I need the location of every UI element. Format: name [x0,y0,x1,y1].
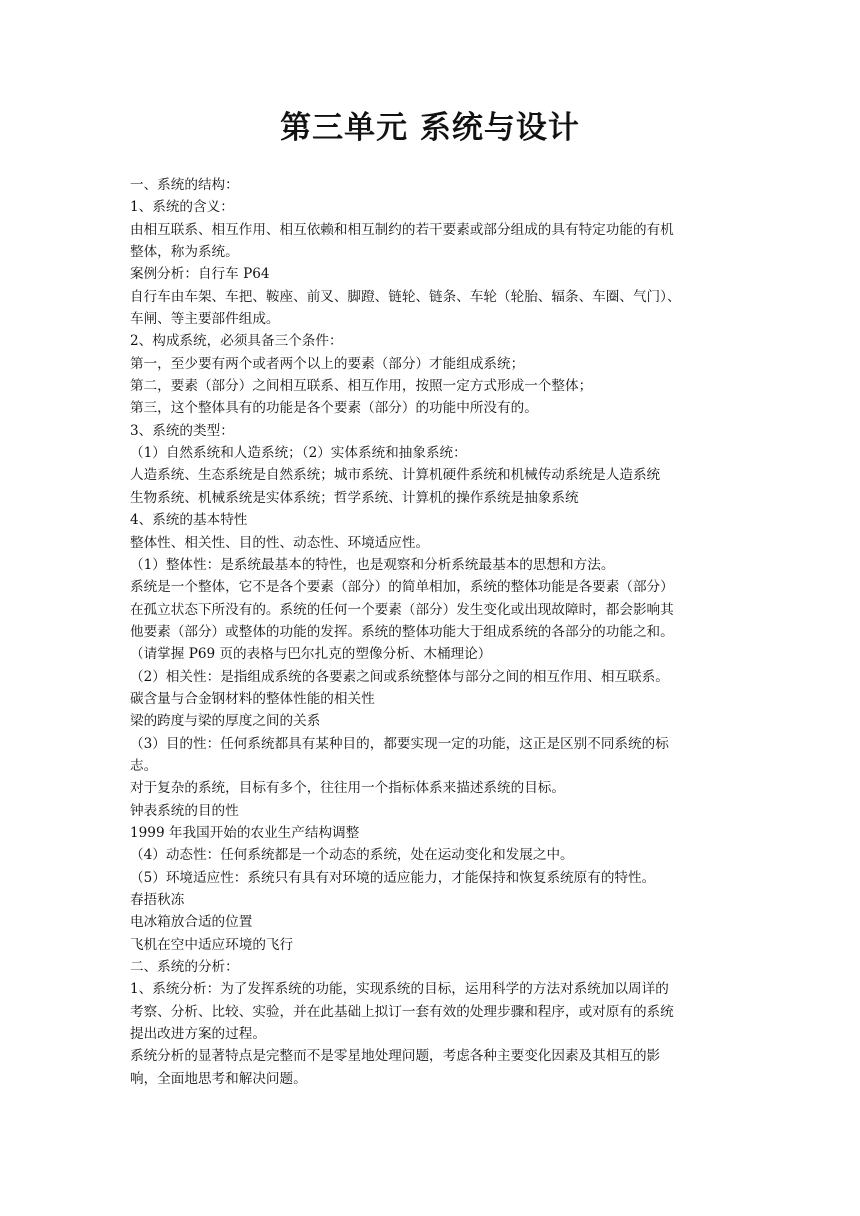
text-line: 整体性、相关性、目的性、动态性、环境适应性。 [130,534,430,551]
text-line: 对于复杂的系统，目标有多个，往往用一个指标体系来描述系统的目标。 [130,780,565,797]
text-line: 由相互联系、相互作用、相互依赖和相互制约的若干要素或部分组成的具有特定功能的有机 [130,221,674,238]
text-line: 1、系统分析：为了发挥系统的功能，实现系统的目标，运用科学的方法对系统加以周详的 [130,981,669,998]
text-line: 第二，要素（部分）之间相互联系、相互作用，按照一定方式形成一个整体； [130,378,593,395]
text-line: （请掌握 P69 页的表格与巴尔扎克的塑像分析、木桶理论） [130,646,492,663]
text-line: （1）自然系统和人造系统；（2）实体系统和抽象系统： [130,445,467,462]
text-line: 二、系统的分析： [130,959,239,976]
text-line: 钟表系统的目的性 [130,802,239,819]
text-line: 系统是一个整体，它不是各个要素（部分）的简单相加，系统的整体功能是各要素（部分） [130,579,674,596]
text-line: 案例分析：自行车 P64 [130,266,270,283]
text-line: 4、系统的基本特性 [130,512,248,529]
text-line: 整体，称为系统。 [130,244,239,261]
text-line: 提出改进方案的过程。 [130,1026,266,1043]
text-line: 第一，至少要有两个或者两个以上的要素（部分）才能组成系统； [130,355,525,372]
text-line: 志。 [130,757,158,774]
text-line: 1、系统的含义： [130,199,234,216]
text-line: 生物系统、机械系统是实体系统；哲学系统、计算机的操作系统是抽象系统 [130,489,579,506]
text-line: （1）整体性：是系统最基本的特性，也是观察和分析系统最基本的思想和方法。 [130,556,615,573]
text-line: 1999 年我国开始的农业生产结构调整 [130,824,360,841]
text-line: （4）动态性：任何系统都是一个动态的系统，处在运动变化和发展之中。 [130,847,574,864]
text-line: 2、构成系统，必须具备三个条件： [130,333,343,350]
text-line: （3）目的性：任何系统都具有某种目的，都要实现一定的功能，这正是区别不同系统的标 [130,735,669,752]
text-line: 车闸、等主要部件组成。 [130,311,280,328]
text-line: 梁的跨度与梁的厚度之间的关系 [130,713,321,730]
text-line: 自行车由车架、车把、鞍座、前叉、脚蹬、链轮、链条、车轮（轮胎、辐条、车圈、气门）、 [130,288,681,305]
text-line: 在孤立状态下所没有的。系统的任何一个要素（部分）发生变化或出现故障时，都会影响其 [130,601,674,618]
document-title: 第三单元 系统与设计 [280,110,580,146]
text-line: 飞机在空中适应环境的飞行 [130,936,294,953]
text-line: 春捂秋冻 [130,892,185,908]
text-line: 碳含量与合金钢材料的整体性能的相关性 [130,690,375,707]
text-line: 他要素（部分）或整体的功能的发挥。系统的整体功能大于组成系统的各部分的功能之和。 [130,623,674,640]
text-line: 电冰箱放合适的位置 [130,914,253,931]
text-line: （2）相关性：是指组成系统的各要素之间或系统整体与部分之间的相互作用、相互联系。 [130,668,669,685]
text-line: 系统分析的显著特点是完整而不是零星地处理问题，考虑各种主要变化因素及其相互的影 [130,1048,661,1065]
text-line: 人造系统、生态系统是自然系统；城市系统、计算机硬件系统和机械传动系统是人造系统 [130,467,661,484]
text-line: 第三，这个整体具有的功能是各个要素（部分）的功能中所没有的。 [130,400,538,417]
text-line: （5）环境适应性：系统只有具有对环境的适应能力，才能保持和恢复系统原有的特性。 [130,869,656,886]
text-line: 考察、分析、比较、实验，并在此基础上拟订一套有效的处理步骤和程序，或对原有的系统 [130,1003,674,1020]
text-line: 响，全面地思考和解决问题。 [130,1070,307,1087]
text-line: 一、系统的结构： [130,177,239,193]
text-line: 3、系统的类型： [130,422,234,439]
document-body [130,174,740,1090]
